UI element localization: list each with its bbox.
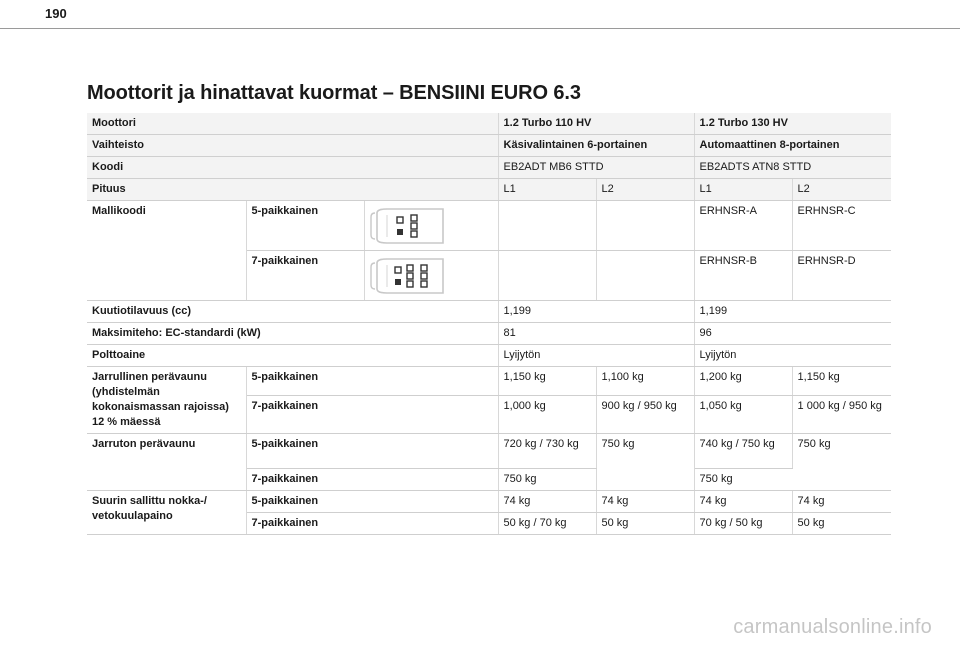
cell: Lyijytön bbox=[498, 345, 694, 367]
cell bbox=[596, 201, 694, 251]
cell: 1,100 kg bbox=[596, 367, 694, 396]
cell bbox=[498, 251, 596, 301]
cell: 1,050 kg bbox=[694, 396, 792, 434]
cell: ERHNSR-D bbox=[792, 251, 891, 301]
car-7-seat-layout-icon bbox=[364, 251, 498, 301]
row-label: Kuutiotilavuus (cc) bbox=[87, 301, 498, 323]
table-row bbox=[87, 434, 891, 469]
cell: 50 kg bbox=[596, 513, 694, 535]
cell: EB2ADT MB6 STTD bbox=[498, 157, 694, 179]
table-row bbox=[87, 179, 891, 201]
table-row bbox=[87, 345, 891, 367]
row-label: Jarrullinen perävaunu (yhdistelmän kokonaismassan rajoissa) 12 % mäessä bbox=[87, 367, 246, 434]
cell: 50 kg bbox=[792, 513, 891, 535]
cell: 750 kg bbox=[596, 434, 694, 491]
cell: 1,199 bbox=[498, 301, 694, 323]
table-row bbox=[87, 135, 891, 157]
row-label: Maksimiteho: EC-standardi (kW) bbox=[87, 323, 498, 345]
cell: 81 bbox=[498, 323, 694, 345]
cell: 74 kg bbox=[498, 491, 596, 513]
header-divider bbox=[0, 28, 960, 29]
sub-label: 7-paikkainen bbox=[246, 469, 498, 491]
row-label: Mallikoodi bbox=[87, 201, 246, 301]
cell: ERHNSR-A bbox=[694, 201, 792, 251]
sub-label: 7-paikkainen bbox=[246, 251, 364, 301]
cell: 74 kg bbox=[694, 491, 792, 513]
cell: Automaattinen 8-portainen bbox=[694, 135, 891, 157]
cell: 70 kg / 50 kg bbox=[694, 513, 792, 535]
engine-spec-table bbox=[87, 113, 891, 535]
cell: 1,150 kg bbox=[498, 367, 596, 396]
sub-label: 7-paikkainen bbox=[246, 396, 498, 434]
cell: 74 kg bbox=[792, 491, 891, 513]
table-row bbox=[87, 367, 891, 396]
cell: 74 kg bbox=[596, 491, 694, 513]
row-label: Pituus bbox=[87, 179, 498, 201]
cell: L1 bbox=[694, 179, 792, 201]
cell: Lyijytön bbox=[694, 345, 891, 367]
table-row bbox=[87, 113, 891, 135]
cell: 740 kg / 750 kg bbox=[694, 434, 792, 469]
sub-label: 5-paikkainen bbox=[246, 201, 364, 251]
cell: 900 kg / 950 kg bbox=[596, 396, 694, 434]
table-row bbox=[87, 301, 891, 323]
table-row bbox=[87, 157, 891, 179]
cell: 50 kg / 70 kg bbox=[498, 513, 596, 535]
page-number: 190 bbox=[45, 6, 67, 21]
cell: 750 kg bbox=[694, 469, 792, 491]
cell: 1,150 kg bbox=[792, 367, 891, 396]
cell bbox=[498, 201, 596, 251]
table-row bbox=[87, 201, 891, 251]
table-row bbox=[87, 323, 891, 345]
car-5-seat-layout-icon bbox=[364, 201, 498, 251]
row-label: Koodi bbox=[87, 157, 498, 179]
cell: 1 000 kg / 950 kg bbox=[792, 396, 891, 434]
cell: 720 kg / 730 kg bbox=[498, 434, 596, 469]
sub-label: 5-paikkainen bbox=[246, 491, 498, 513]
row-label: Jarruton perävaunu bbox=[87, 434, 246, 491]
cell: 1.2 Turbo 110 HV bbox=[498, 113, 694, 135]
sub-label: 5-paikkainen bbox=[246, 434, 498, 469]
cell: ERHNSR-C bbox=[792, 201, 891, 251]
sub-label: 7-paikkainen bbox=[246, 513, 498, 535]
page-title: Moottorit ja hinattavat kuormat – BENSIINI EURO 6.3 bbox=[87, 82, 581, 104]
row-label: Vaihteisto bbox=[87, 135, 498, 157]
watermark: carmanualsonline.info bbox=[733, 616, 932, 638]
cell: 750 kg bbox=[792, 434, 891, 491]
cell: 96 bbox=[694, 323, 891, 345]
cell: L2 bbox=[792, 179, 891, 201]
cell: 1,200 kg bbox=[694, 367, 792, 396]
cell: Käsivalintainen 6-portainen bbox=[498, 135, 694, 157]
cell: 1,000 kg bbox=[498, 396, 596, 434]
cell: L1 bbox=[498, 179, 596, 201]
row-label: Moottori bbox=[87, 113, 498, 135]
cell bbox=[596, 251, 694, 301]
cell: 750 kg bbox=[498, 469, 596, 491]
row-label: Suurin sallittu nokka-/ vetokuulapaino bbox=[87, 491, 246, 535]
cell: EB2ADTS ATN8 STTD bbox=[694, 157, 891, 179]
cell: 1.2 Turbo 130 HV bbox=[694, 113, 891, 135]
cell: L2 bbox=[596, 179, 694, 201]
row-label: Polttoaine bbox=[87, 345, 498, 367]
cell: 1,199 bbox=[694, 301, 891, 323]
table-row bbox=[87, 491, 891, 513]
sub-label: 5-paikkainen bbox=[246, 367, 498, 396]
cell: ERHNSR-B bbox=[694, 251, 792, 301]
